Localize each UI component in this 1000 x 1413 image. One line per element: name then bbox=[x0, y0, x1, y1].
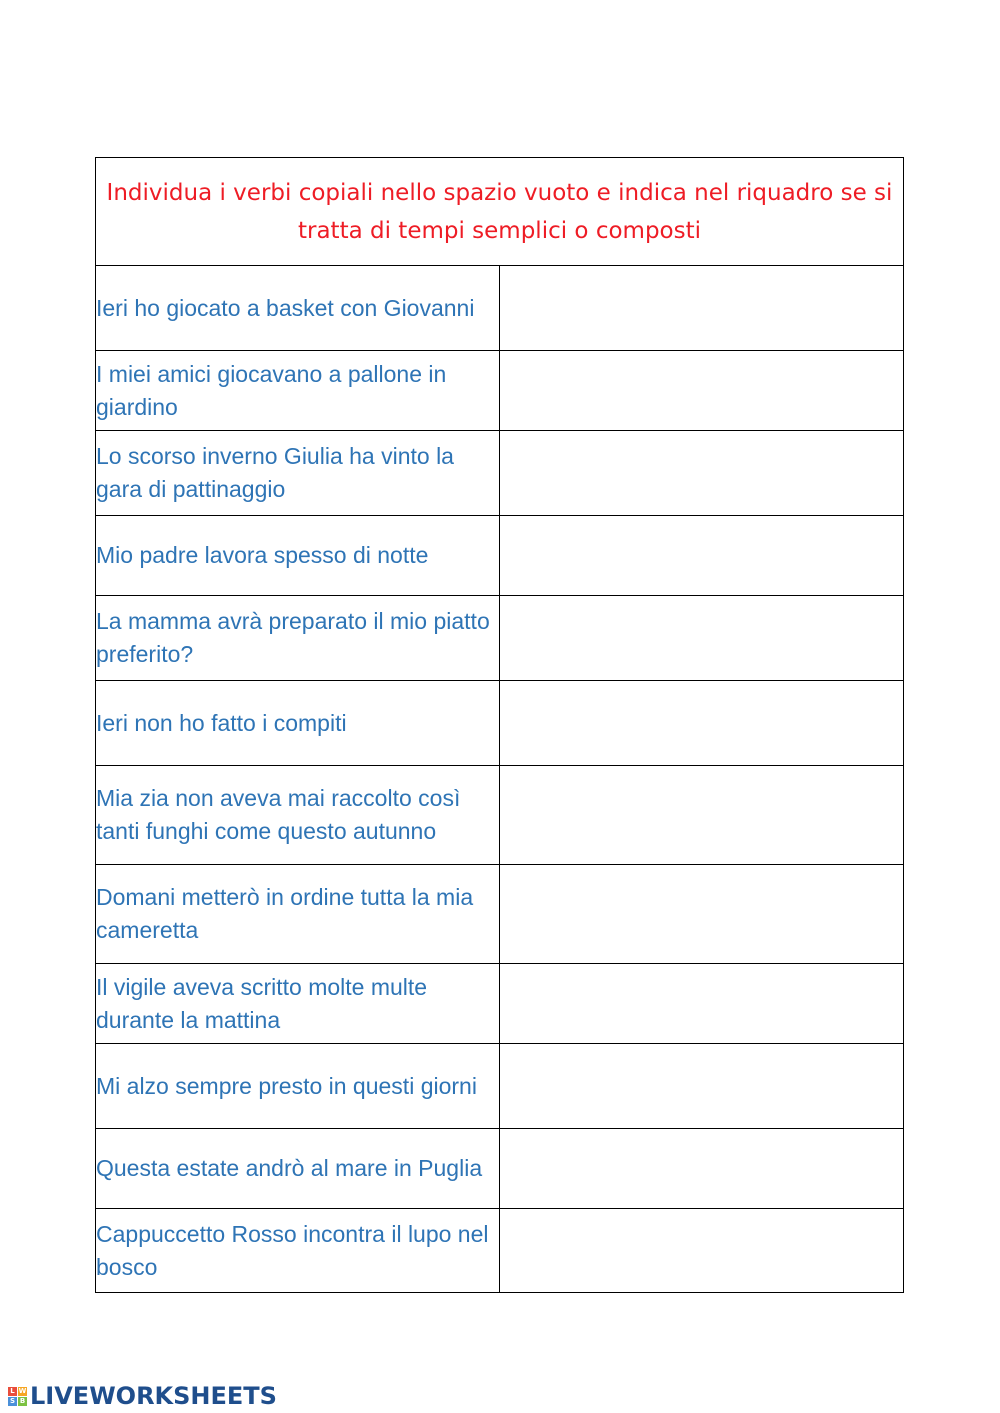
answer-box[interactable] bbox=[500, 266, 904, 351]
answer-box[interactable] bbox=[500, 865, 904, 964]
answer-box[interactable] bbox=[500, 351, 904, 431]
answer-box[interactable] bbox=[500, 964, 904, 1044]
answer-box[interactable] bbox=[500, 596, 904, 681]
sentence-text: Domani metterò in ordine tutta la mia cameretta bbox=[96, 865, 500, 964]
logo-mark-letter: S bbox=[9, 1396, 16, 1405]
logo-mark-letter: B bbox=[19, 1396, 26, 1405]
logo-mark-letter: W bbox=[18, 1386, 27, 1395]
logo-text: LIVEWORKSHEETS bbox=[30, 1382, 277, 1410]
table-row bbox=[96, 766, 904, 865]
table-row bbox=[96, 1129, 904, 1209]
sentence-text: Mia zia non aveva mai raccolto così tanti funghi come questo autunno bbox=[96, 766, 500, 865]
sentence-text: Questa estate andrò al mare in Puglia bbox=[96, 1129, 500, 1209]
answer-box[interactable] bbox=[500, 516, 904, 596]
answer-box[interactable] bbox=[500, 1129, 904, 1209]
table-row bbox=[96, 266, 904, 351]
sentence-text: Mi alzo sempre presto in questi giorni bbox=[96, 1044, 500, 1129]
logo-mark-letter: L bbox=[8, 1387, 17, 1396]
sentence-text: Mio padre lavora spesso di notte bbox=[96, 516, 500, 596]
sentence-text: Ieri ho giocato a basket con Giovanni bbox=[96, 266, 500, 351]
table-row bbox=[96, 681, 904, 766]
table-row bbox=[96, 431, 904, 516]
header-row bbox=[96, 158, 904, 266]
sentence-text: Ieri non ho fatto i compiti bbox=[96, 681, 500, 766]
sentence-text: Cappuccetto Rosso incontra il lupo nel bosco bbox=[96, 1209, 500, 1293]
liveworksheets-logo-icon bbox=[8, 1387, 27, 1406]
table-row bbox=[96, 1044, 904, 1129]
table-row bbox=[96, 351, 904, 431]
sentence-text: Lo scorso inverno Giulia ha vinto la gara di pattinaggio bbox=[96, 431, 500, 516]
table-row bbox=[96, 596, 904, 681]
sentence-text: La mamma avrà preparato il mio piatto preferito? bbox=[96, 596, 500, 681]
table-row bbox=[96, 964, 904, 1044]
answer-box[interactable] bbox=[500, 1044, 904, 1129]
answer-box[interactable] bbox=[500, 431, 904, 516]
sentence-text: I miei amici giocavano a pallone in giardino bbox=[96, 351, 500, 431]
answer-box[interactable] bbox=[500, 766, 904, 865]
worksheet-body bbox=[96, 158, 904, 1293]
table-row bbox=[96, 516, 904, 596]
sentence-text: Il vigile aveva scritto molte multe durante la mattina bbox=[96, 964, 500, 1044]
answer-box[interactable] bbox=[500, 681, 904, 766]
table-row bbox=[96, 1209, 904, 1293]
instruction-text: Individua i verbi copiali nello spazio vuoto e indica nel riquadro se si tratta di tempi semplici o composti bbox=[96, 158, 904, 266]
table-row bbox=[96, 865, 904, 964]
answer-box[interactable] bbox=[500, 1209, 904, 1293]
worksheet-table bbox=[95, 157, 904, 1293]
liveworksheets-logo bbox=[8, 1380, 277, 1412]
